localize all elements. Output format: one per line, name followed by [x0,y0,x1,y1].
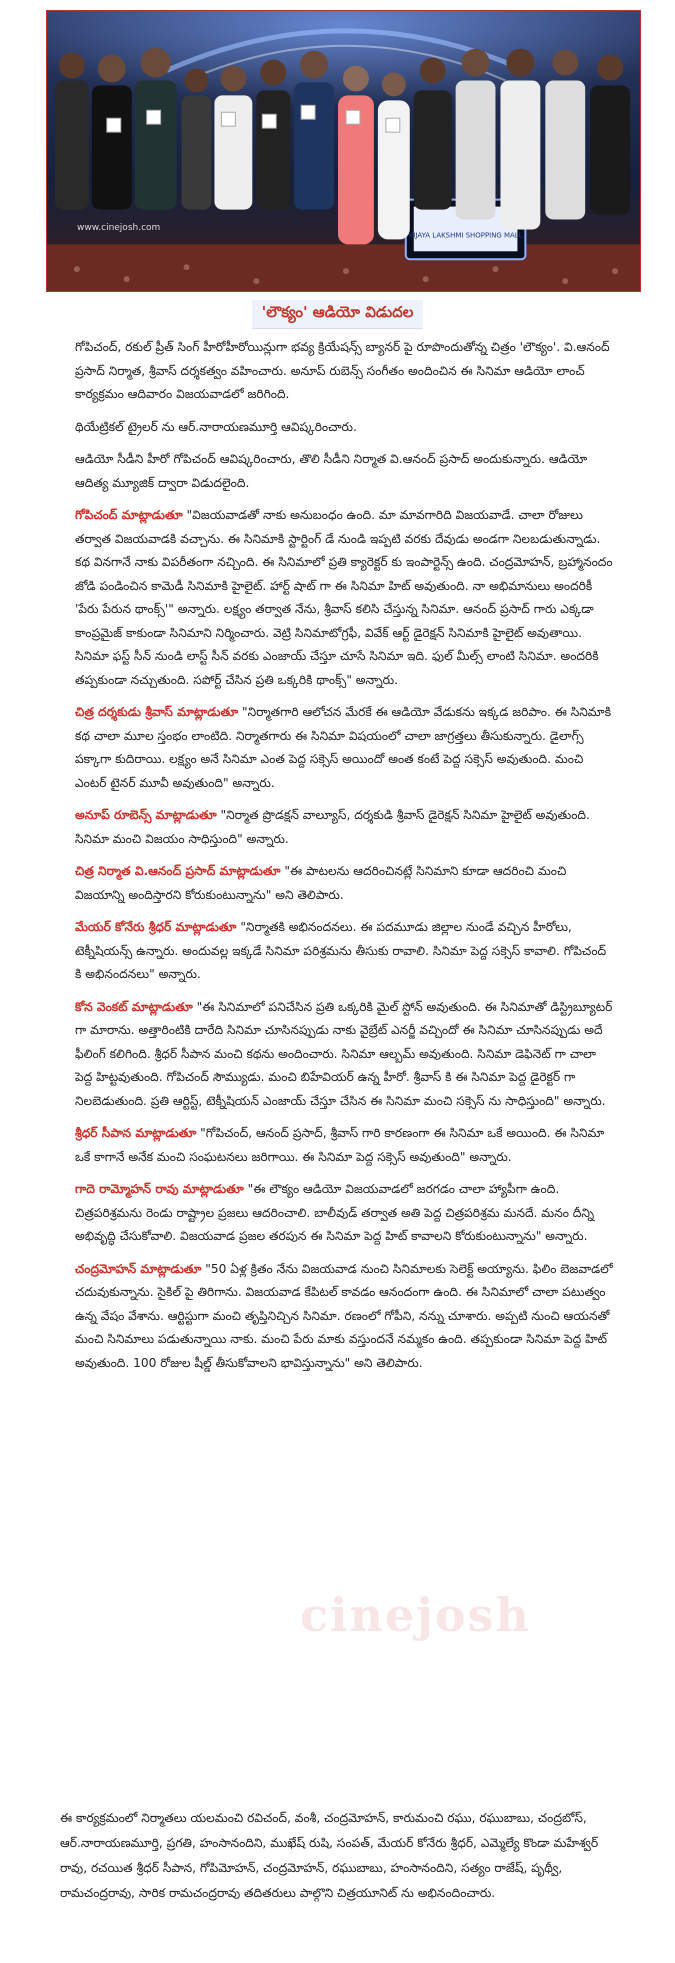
headline-text: 'లౌక్యం' ఆడియో విడుదల [252,300,424,329]
paragraph [75,1258,615,1376]
speaker: చంద్రమోహన్ మాట్లాడుతూ [75,1261,202,1276]
paragraph-text: "50 ఏళ్ల క్రితం నేను విజయవాడ నుంచి సినిమాలకు సెలెక్ట్ అయ్యాను. ఫిలిం బెజవాడలో చదువుకున్నాను. సైకిల్ పై తిరిగాను. విజయవాడ కేపిటల్ కావడం ఆనందంగా ఉంది. ఈ సినిమాలో చాలా పటుత్వం ఉన్న వేషం వేశాను. ఆర్టిస్టుగా మంచి తృప్తినిచ్చిన సినిమా. రణంలో గోపీని, నన్ను చూశారు. అప్పటి నుంచి ఆయనతో మంచి సినిమాలు పడుతున్నాయి నాకు. మంచి పేరు మాకు వస్తుందనే నమ్మకం ఉంది. తప్పకుండా సినిమా పెద్ద హిట్ అవుతుంది. 100 రోజుల షీల్డ్ తీసుకోవాలని భావిస్తున్నాను" అని తెలిపారు. [75,1261,613,1370]
paragraph-text: థియేట్రికల్ ట్రైలర్ ను ఆర్.నారాయణమూర్తి ఆవిష్కరించారు. [75,419,357,434]
stage-sign: VIJAYA LAKSHMI SHOPPING MALL [408,231,523,240]
paragraph-text: "నిర్మాత ప్రొడక్షన్ వాల్యూస్, దర్శకుడి శ్రీవాస్ డైరెక్షన్ సినిమా హైలైట్ అవుతుంది. సినిమా మంచి విజయం సాధిస్తుంది" అన్నారు. [75,808,590,846]
speaker: గాదె రామ్మోహన్ రావు మాట్లాడుతూ [75,1182,244,1196]
closing-paragraph: ఈ కార్యక్రమంలో నిర్మాతలు యలమంచి రవిచంద్, వంశీ, చంద్రమోహన్, కారుమంచి రఘు, రఘుబాబు, చంద్రబోస్, ఆర్.నారాయణమూర్తి, ప్రగతి, హంసానందిని, ముఖేష్ రుషి, సంపత్, మేయర్ కోనేరు శ్రీధర్, ఎమ్మెల్యే కొండా మహేశ్వర్ రావు, రచయిత శ్రీధర్ సీపాన, గోపిమోహన్, చంద్రమోహన్, రఘుబాబు, హంసానందిని, సత్యం రాజేష్, పృథ్వీ, రామచంద్రరావు, సారిక రామచంద్రరావు తదితరులు పాల్గొని చిత్రయూనిట్ ను అభినందించారు. [60,1811,599,1900]
paragraph-text: "గోపిచంద్, ఆనంద్ ప్రసాద్, శ్రీవాస్ గారి కారణంగా ఈ సినిమా ఒకే అయింది. ఈ సినిమా ఒకే కాగానే అనేక మంచి సంఘటనలు జరిగాయి. ఈ సినిమా పెద్ద సక్సెస్ అవుతుంది" అన్నారు. [75,1126,605,1164]
speaker: మేయర్ కోనేరు శ్రీధర్ మాట్లాడుతూ [75,920,237,934]
article-body [75,336,615,1384]
paragraph [75,1122,615,1169]
paragraph-text: "ఈ లౌక్యం ఆడియో విజయవాడలో జరగడం చాలా హ్యాపీగా ఉంది. చిత్రపరిశ్రమను రెండు రాష్ట్రాల ప్రజలు ఆదరించాలి. బాలీవుడ్ తర్వాత అతి పెద్ద చిత్రపరిశ్రమ మనదే. మనం దీన్ని అభివృద్ధి చేసుకోవాలి. విజయవాడ ప్రజల తరపున ఈ సినిమా పెద్ద హిట్ కావాలని కోరుకుంటున్నాను" అన్నారు. [75,1182,595,1243]
paragraph [75,336,615,407]
speaker: కోన వెంకట్ మాట్లాడుతూ [75,999,193,1014]
paragraph [75,416,615,440]
paragraph-text: "ఈ సినిమాలో పనిచేసిన ప్రతి ఒక్కరికి మైల్ స్టోన్ అవుతుంది. ఈ సినిమాతో డిస్ట్రిబ్యూటర్ గా మారాను. అత్తారింటికి దారేది సినిమా చూసినప్పుడు నాకు వైబ్రేట్ ఎనర్జీ వచ్చిందో ఈ సినిమా చూసినప్పుడు అదే ఫీలింగ్ కలిగింది. శ్రీధర్ సీపాన మంచి కథను అందించారు. సినిమా ఆల్బమ్ అవుతుంది. సినిమా డెఫినెట్ గా చాలా పెద్ద హిట్టవుతుంది. గోపిచంద్ సౌమ్యుడు. మంచి బిహేవియర్ ఉన్న హీరో. శ్రీవాస్ కి ఈ సినిమా పెద్ద డైరెక్టర్ గా నిలబెడుతుంది. ప్రతి ఆర్టిస్ట్, టెక్నీషియన్ ఎంజాయ్ చేస్తూ చేసిన ఈ సినిమా మంచి సక్సెస్ ను సాధిస్తుంది" అన్నారు. [75,999,613,1108]
paragraph [75,504,615,692]
paragraph [75,701,615,795]
paragraph [75,996,615,1114]
paragraph-text: ఆడియో సీడీని హీరో గోపిచంద్ ఆవిష్కరించారు, తొలి సీడీని నిర్మాత వి.ఆనంద్ ప్రసాద్ అందుకున్నారు. ఆడియో ఆదిత్య మ్యూజిక్ ద్వారా విడుదలైంది. [75,452,588,490]
headline [0,300,675,329]
watermark-logo: cinejosh [300,1588,531,1642]
event-photo-illustration [47,11,640,291]
speaker: గోపిచంద్ మాట్లాడుతూ [75,508,183,522]
paragraph [75,804,615,851]
paragraph [75,448,615,495]
paragraph-text: "ఈ పాటలను ఆదరించినట్లే సినిమాని కూడా ఆదరించి మంచి విజయాన్ని అందిస్తారని కోరుకుంటున్నాను" అని తెలిపారు. [75,864,567,902]
paragraph-text: "విజయవాడతో నాకు అనుబంధం ఉంది. మా మావగారిది విజయవాడే. చాలా రోజులు తర్వాత విజయవాడకి వచ్చాను. ఈ సినిమాకి స్టార్టింగ్ డే నుండి ఇప్పటి వరకు దేవుడు అండగా నిలబడుతున్నాడు. కథ వినగానే నాకు విపరీతంగా నచ్చింది. ఈ సినిమాలో ప్రతి క్యారెక్టర్ కు ఇంపార్టెన్స్ ఉంది. చంద్రమోహన్, బ్రహ్మానందం జోడి పండించిన కామెడీ సినిమాకి హైలైట్. హార్ట్ షాట్ గా ఈ సినిమా హిట్ అవుతుంది. నా అభిమానులు అందరికీ 'పేరు పేరున థాంక్స్'" అన్నారు. లక్ష్యం తర్వాత నేను, శ్రీవాస్ కలిసి చేస్తున్న సినిమా. ఆనంద్ ప్రసాద్ గారు ఎక్కడా కాంప్రమైజ్ కాకుండా సినిమాని నిర్మించారు. వెట్రి సినిమాటోగ్రఫీ, వివేక్ ఆర్ట్ డైరెక్షన్ సినిమాకి హైలైట్ అవుతాయి. సినిమా ఫస్ట్ సీన్ నుండి లాస్ట్ సీన్ వరకు ఎంజాయ్ చేస్తూ చూసే సినిమా ఇది. ఫుల్ మీల్స్ లాంటి సినిమా. అందరికి తప్పకుండా నచ్చుతుంది. సపోర్ట్ చేసిన ప్రతి ఒక్కరికి థాంక్స్" అన్నారు. [75,508,613,687]
photo-credit: www.cinejosh.com [77,223,161,233]
speaker: చిత్ర దర్శకుడు శ్రీవాస్ మాట్లాడుతూ [75,705,239,719]
event-photo [46,10,641,292]
paragraph [75,860,615,907]
paragraph [75,1178,615,1249]
paragraph-text: "నిర్మాతకి అభినందనలు. ఈ పదమూడు జిల్లాల నుండే వచ్చిన హీరోలు, టెక్నీషియన్స్ ఉన్నారు. అందువల్ల ఇక్కడే సినిమా పరిశ్రమను తీసుకు రావాలి. సినిమా పెద్ద సక్సెస్ కావాలి. గోపిచంద్ కి అభినందనలు" అన్నారు. [75,920,607,981]
paragraph [75,916,615,987]
speaker: శ్రీధర్ సీపాన మాట్లాడుతూ [75,1126,197,1140]
speaker: చిత్ర నిర్మాత వి.ఆనంద్ ప్రసాద్ మాట్లాడుతూ [75,864,281,878]
paragraph-text: "నిర్మాతగారి ఆలోచన మేరకే ఈ ఆడియో వేడుకను ఇక్కడ జరిపాం. ఈ సినిమాకి కథ చాలా మూల స్తంభం లాంటిది. నిర్మాతగారు ఈ సినిమా విషయంలో చాలా జాగ్రత్తలు తీసుకున్నారు. డైలాగ్స్ పక్కాగా కుదిరాయి. లక్ష్యం అనే సినిమా ఎంత పెద్ద సక్సెస్ అయిందో అంత కంటే పెద్ద సక్సెస్ అవుతుంది. మంచి ఎంటర్ టైనర్ మూవీ అవుతుంది" అన్నారు. [75,705,612,790]
paragraph-text: గోపిచంద్, రకుల్ ప్రీత్ సింగ్ హీరోహీరోయిన్లుగా భవ్య క్రియేషన్స్ బ్యానర్ పై రూపొందుతోన్న చిత్రం 'లౌక్యం'. వి.ఆనంద్ ప్రసాద్ నిర్మాత, శ్రీవాస్ దర్శకత్వం వహించారు. అనూప్ రుబెన్స్ సంగీతం అందించిన ఈ సినిమా ఆడియో లాంచ్ కార్యక్రమం ఆదివారం విజయవాడలో జరిగింది. [75,340,610,401]
speaker: అనూప్ రూబెన్స్ మాట్లాడుతూ [75,808,217,822]
